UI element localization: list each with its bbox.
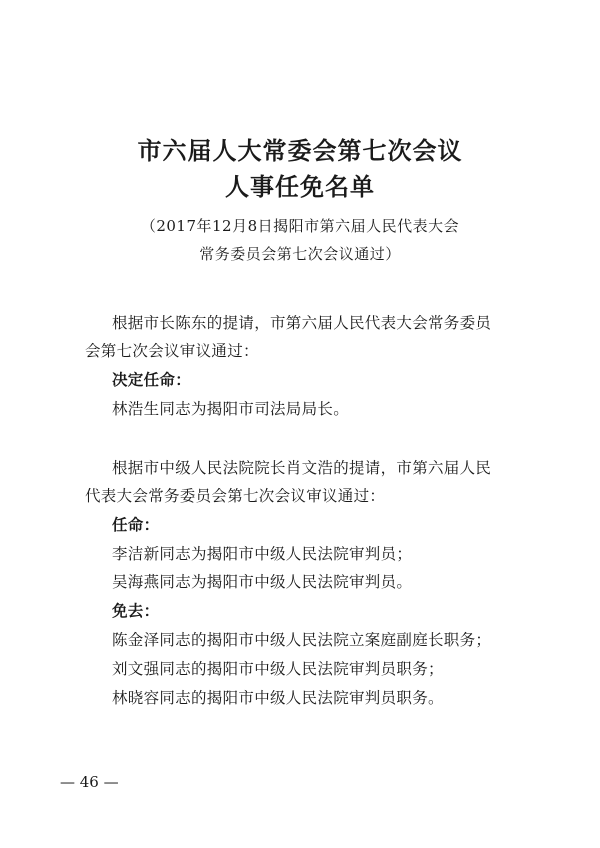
section2-remove-item-2: 刘文强同志的揭阳市中级人民法院审判员职务；	[112, 660, 444, 678]
section1-heading: 决定任命：	[112, 371, 192, 389]
section1-intro-line-1: 根据市长陈东的提请，市第六届人民代表大会常务委员	[112, 314, 492, 332]
title-line-1: 市六届人大常委会第七次会议	[137, 136, 463, 165]
section2-appoint-item-2: 吴海燕同志为揭阳市中级人民法院审判员。	[112, 573, 413, 591]
section1-item-1: 林浩生同志为揭阳市司法局局长。	[112, 400, 350, 418]
section2-intro-line-2: 代表大会常务委员会第七次会议审议通过：	[85, 487, 386, 505]
section2-remove-item-3: 林晓容同志的揭阳市中级人民法院审判员职务。	[112, 689, 444, 707]
section1-intro-line-2: 会第七次会议审议通过：	[85, 342, 259, 360]
title-line-2: 人事任免名单	[225, 172, 375, 201]
page-number: — 46 —	[60, 773, 119, 791]
section2-appoint-heading: 任命：	[112, 516, 160, 534]
section2-remove-item-1: 陈金泽同志的揭阳市中级人民法院立案庭副庭长职务；	[112, 631, 492, 649]
subtitle-line-1: （2017年12月8日揭阳市第六届人民代表大会	[140, 217, 460, 235]
section2-intro-line-1: 根据市中级人民法院院长肖文浩的提请，市第六届人民	[112, 459, 492, 477]
section2-appoint-item-1: 李洁新同志为揭阳市中级人民法院审判员；	[112, 545, 413, 563]
subtitle-line-2: 常务委员会第七次会议通过）	[199, 245, 401, 263]
section2-remove-heading: 免去：	[112, 602, 160, 620]
